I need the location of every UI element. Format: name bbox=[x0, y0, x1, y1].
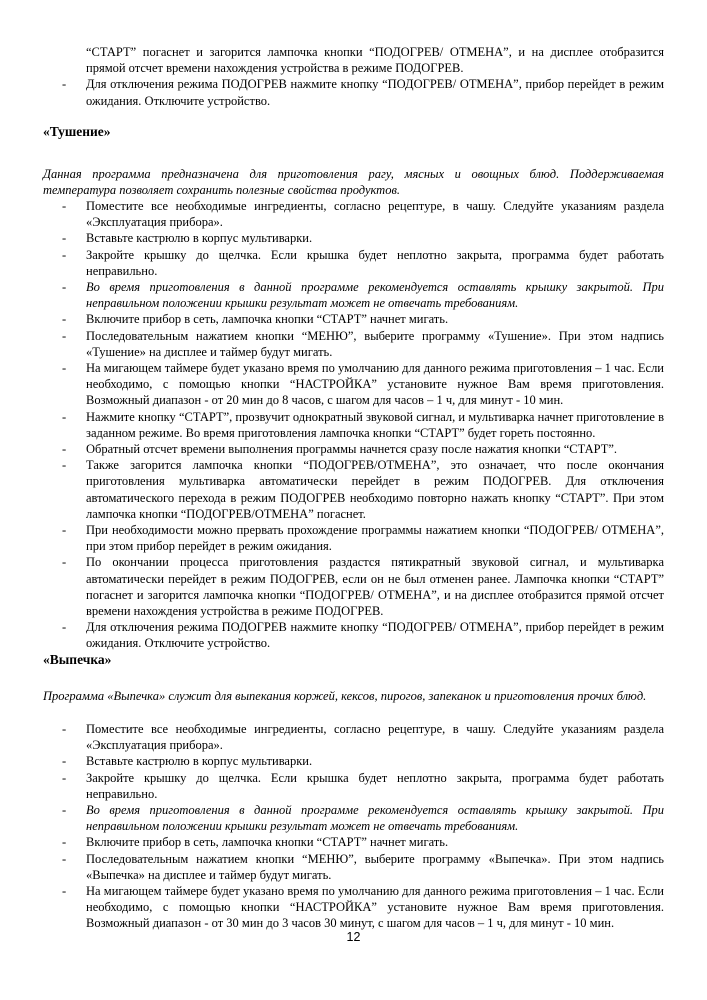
bullet-dash: - bbox=[62, 620, 67, 635]
list-item bbox=[62, 76, 664, 108]
list-item-text: Во время приготовления в данной программе рекомендуется оставлять крышку закрытой. При неправильном положении крышки результат может не отвечать требованиям. bbox=[86, 280, 664, 311]
list-item-text: На мигающем таймере будет указано время по умолчанию для данного режима приготовления – 1 час. Если необходимо, с помощью кнопки “НАСТРОЙКА” установите нужное Вам время приготовления. Возможный диапазон - от 30 мин до 3 часов 30 минут, с шагом для часов – 1 ч, для минут - 10 мин. bbox=[86, 884, 664, 931]
list-item bbox=[62, 247, 664, 279]
page-number: 12 bbox=[346, 930, 361, 944]
section-heading-stew: «Тушение» bbox=[43, 124, 111, 139]
bake-list bbox=[62, 721, 664, 932]
list-item bbox=[62, 554, 664, 619]
list-item-text: При необходимости можно прервать прохождение программы нажатием кнопки “ПОДОГРЕВ/ ОТМЕНА”, при этом прибор перейдет в режим ожидания. bbox=[86, 523, 664, 554]
stew-list bbox=[62, 198, 664, 652]
list-item-text: Вставьте кастрюлю в корпус мультиварки. bbox=[86, 231, 313, 246]
list-item-text: Включите прибор в сеть, лампочка кнопки “СТАРТ” начнет мигать. bbox=[86, 835, 449, 850]
list-item bbox=[62, 311, 664, 327]
list-item-text: На мигающем таймере будет указано время по умолчанию для данного режима приготовления – 1 час. Если необходимо, с помощью кнопки “НАСТРОЙКА” установите нужное Вам время приготовления. Возможный диапазон - от 20 мин до 8 часов, с шагом для часов – 1 ч, для минут - 10 мин. bbox=[86, 361, 664, 408]
list-item bbox=[62, 883, 664, 932]
list-item bbox=[62, 834, 664, 850]
bullet-dash: - bbox=[62, 361, 67, 376]
list-item bbox=[62, 328, 664, 360]
bullet-dash: - bbox=[62, 851, 67, 866]
bullet-dash: - bbox=[62, 280, 67, 295]
top-section bbox=[62, 44, 664, 109]
bullet-dash: - bbox=[62, 754, 67, 769]
list-item-text: Обратный отсчет времени выполнения программы начнется сразу после нажатия кнопки “СТАРТ”. bbox=[86, 442, 618, 457]
list-item-text: Также загорится лампочка кнопки “ПОДОГРЕВ/ОТМЕНА”, это означает, что после окончания приготовления мультиварка автоматически перейдет в режим ПОДОГРЕВ. Для отключения автоматического перехода в режим ПОДОГРЕВ необходимо повторно нажать кнопку “СТАРТ”. При этом лампочка кнопки “ПОДОГРЕВ/ОТМЕНА” погаснет. bbox=[86, 458, 664, 521]
list-item-text: Последовательным нажатием кнопки “МЕНЮ”, выберите программу «Выпечка». При этом надпись «Выпечка» на дисплее и таймер будут мигать. bbox=[86, 851, 664, 882]
list-item-text: По окончании процесса приготовления раздастся пятикратный звуковой сигнал, и мультиварка автоматически перейдет в режим ПОДОГРЕВ, если он не был отменен ранее. Лампочка кнопки “СТАРТ” погаснет и загорится лампочка кнопки “ПОДОГРЕВ/ ОТМЕНА”, и на дисплее отобразится прямой отсчет времени нахождения устройства в режиме ПОДОГРЕВ. bbox=[86, 555, 664, 619]
bullet-dash: - bbox=[62, 770, 67, 785]
list-item-text: Поместите все необходимые ингредиенты, согласно рецептуре, в чашу. Следуйте указаниям раздела «Эксплуатация прибора». bbox=[86, 722, 664, 753]
bullet-dash: - bbox=[62, 523, 67, 538]
list-item bbox=[62, 802, 664, 834]
bullet-dash: - bbox=[62, 555, 67, 570]
bullet-dash: - bbox=[62, 312, 67, 327]
section-heading-bake: «Выпечка» bbox=[43, 652, 112, 667]
list-item bbox=[62, 619, 664, 651]
list-item bbox=[62, 851, 664, 883]
continued-paragraph: “СТАРТ” погаснет и загорится лампочка кнопки “ПОДОГРЕВ/ ОТМЕНА”, и на дисплее отобразится прямой отсчет времени нахождения устройства в режиме ПОДОГРЕВ. bbox=[86, 45, 664, 76]
bullet-dash: - bbox=[62, 328, 67, 343]
bullet-dash: - bbox=[62, 835, 67, 850]
bullet-dash: - bbox=[62, 458, 67, 473]
list-item-text: Вставьте кастрюлю в корпус мультиварки. bbox=[86, 754, 313, 769]
bullet-dash: - bbox=[62, 409, 67, 424]
list-item bbox=[62, 198, 664, 230]
list-item-text: Для отключения режима ПОДОГРЕВ нажмите кнопку “ПОДОГРЕВ/ ОТМЕНА”, прибор перейдет в режим ожидания. Отключите устройство. bbox=[86, 620, 664, 651]
list-item bbox=[62, 360, 664, 409]
section-intro-bake: Программа «Выпечка» служит для выпекания коржей, кексов, пирогов, запеканок и приготовления прочих блюд. bbox=[43, 689, 647, 703]
list-item bbox=[62, 279, 664, 311]
list-item bbox=[62, 441, 664, 457]
bullet-dash: - bbox=[62, 199, 67, 213]
list-item-text: Включите прибор в сеть, лампочка кнопки “СТАРТ” начнет мигать. bbox=[86, 312, 449, 327]
bullet-dash: - bbox=[62, 442, 67, 457]
list-item-text: Нажмите кнопку “СТАРТ”, прозвучит однократный звуковой сигнал, и мультиварка начнет приготовление в заданном режиме. Во время приготовления лампочка кнопки “СТАРТ” будет гореть постоянно. bbox=[86, 409, 664, 440]
section-intro-stew: Данная программа предназначена для приготовления рагу, мясных и овощных блюд. Поддерживаемая температура позволяет сохранить полезные свойства продуктов. bbox=[43, 167, 664, 198]
list-item-text: Во время приготовления в данной программе рекомендуется оставлять крышку закрытой. При неправильном положении крышки результат может не отвечать требованиям. bbox=[86, 803, 664, 834]
list-item bbox=[62, 753, 664, 769]
bullet-dash: - bbox=[62, 231, 67, 246]
list-item-text: Поместите все необходимые ингредиенты, согласно рецептуре, в чашу. Следуйте указаниям раздела «Эксплуатация прибора». bbox=[86, 199, 664, 230]
list-item-text: Закройте крышку до щелчка. Если крышка будет неплотно закрыта, программа будет работать неправильно. bbox=[86, 247, 664, 278]
list-item bbox=[62, 230, 664, 246]
list-item-text: Для отключения режима ПОДОГРЕВ нажмите кнопку “ПОДОГРЕВ/ ОТМЕНА”, прибор перейдет в режим ожидания. Отключите устройство. bbox=[86, 77, 664, 108]
list-item bbox=[62, 522, 664, 554]
list-item-text: Последовательным нажатием кнопки “МЕНЮ”, выберите программу «Тушение». При этом надпись «Тушение» на дисплее и таймер будут мигать. bbox=[86, 328, 664, 359]
list-item-text: Закройте крышку до щелчка. Если крышка будет неплотно закрыта, программа будет работать неправильно. bbox=[86, 770, 664, 801]
bullet-dash: - bbox=[62, 722, 67, 736]
list-item bbox=[62, 721, 664, 753]
list-item bbox=[62, 770, 664, 802]
bullet-dash: - bbox=[62, 884, 67, 899]
bullet-dash: - bbox=[62, 803, 67, 818]
bullet-dash: - bbox=[62, 77, 67, 92]
list-item bbox=[62, 409, 664, 441]
list-item bbox=[62, 457, 664, 522]
bullet-dash: - bbox=[62, 247, 67, 262]
